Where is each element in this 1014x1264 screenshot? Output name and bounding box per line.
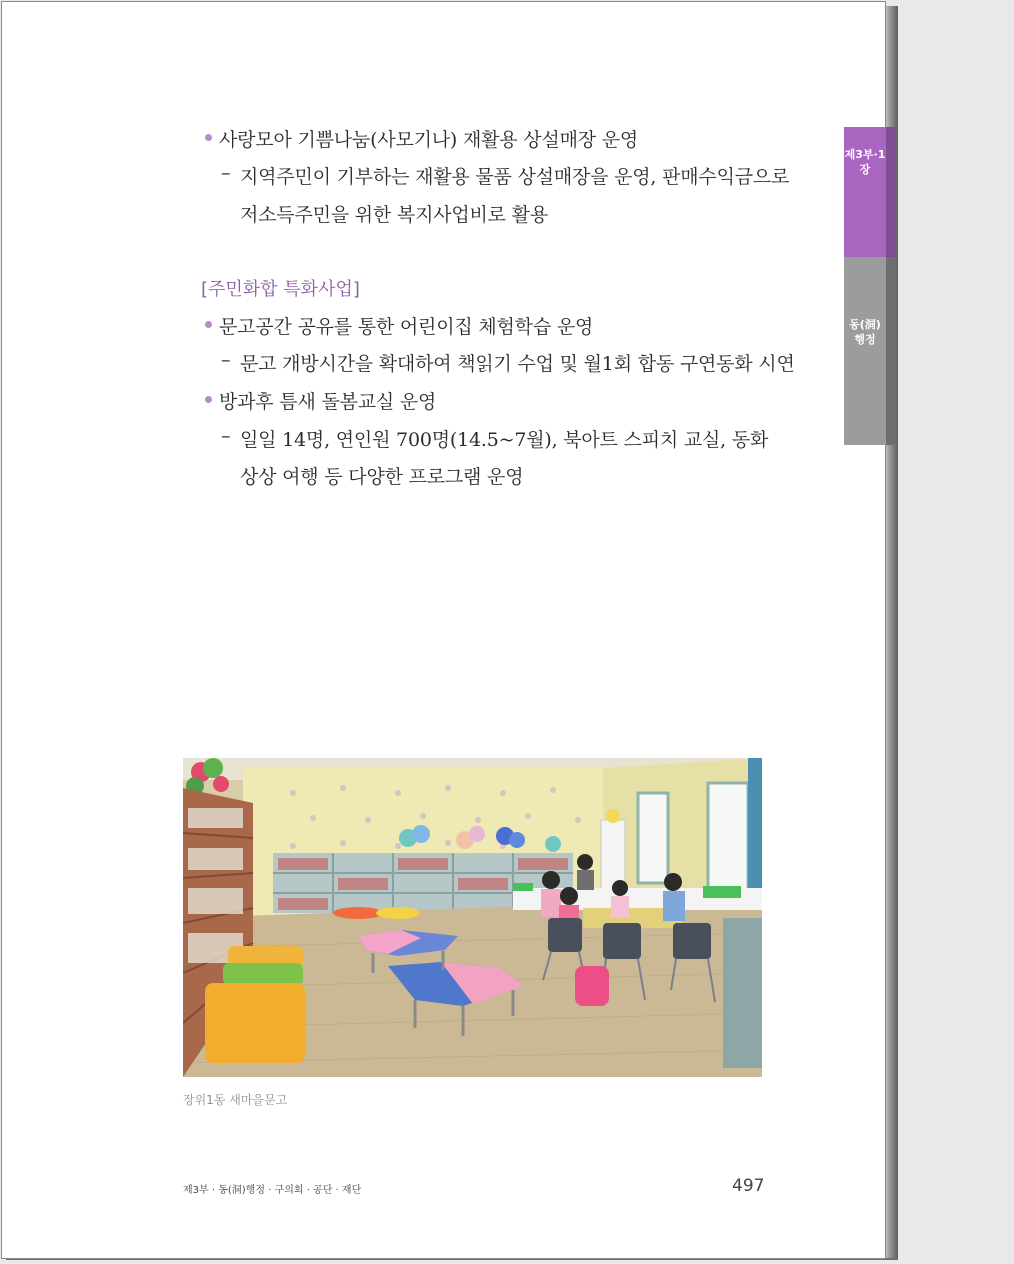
chapter-tab-label: 제3부·1장 — [844, 148, 886, 176]
sub-item: 지역주민이 기부하는 재활용 물품 상설매장을 운영, 판매수익금으로 — [240, 166, 790, 188]
library-photo-illustration — [183, 758, 762, 1077]
tab-edge — [886, 257, 896, 445]
figure-caption: 장위1동 새마을문고 — [183, 1093, 288, 1107]
bullet-item: 방과후 틈새 돌봄교실 운영 — [219, 391, 437, 413]
dash-marker: – — [221, 349, 231, 371]
dash-marker: – — [221, 162, 231, 184]
page-number: 497 — [732, 1176, 765, 1196]
sub-item: 문고 개방시간을 확대하여 책읽기 수업 및 월1회 합동 구연동화 시연 — [240, 353, 795, 375]
bullet-dot — [205, 321, 212, 328]
section-tab-label: 동(洞)행정 — [849, 318, 881, 346]
sub-item-continuation: 상상 여행 등 다양한 프로그램 운영 — [240, 466, 524, 488]
running-footer: 제3부 · 동(洞)행정 · 구의회 · 공단 · 재단 — [183, 1185, 362, 1196]
bullet-item: 문고공간 공유를 통한 어린이집 체험학습 운영 — [219, 316, 594, 338]
library-photo — [183, 758, 762, 1077]
dash-marker: – — [221, 425, 231, 447]
chapter-tab — [844, 127, 886, 257]
bullet-dot — [205, 396, 212, 403]
section-tab — [844, 257, 886, 445]
bullet-item: 사랑모아 기쁨나눔(사모기나) 재활용 상설매장 운영 — [219, 129, 639, 151]
sub-item-continuation: 저소득주민을 위한 복지사업비로 활용 — [240, 204, 548, 226]
section-header: [주민화합 특화사업] — [201, 279, 360, 300]
sub-item: 일일 14명, 연인원 700명(14.5~7월), 북아트 스피치 교실, 동화 — [240, 429, 769, 451]
tab-edge — [886, 127, 896, 257]
bullet-dot — [205, 134, 212, 141]
